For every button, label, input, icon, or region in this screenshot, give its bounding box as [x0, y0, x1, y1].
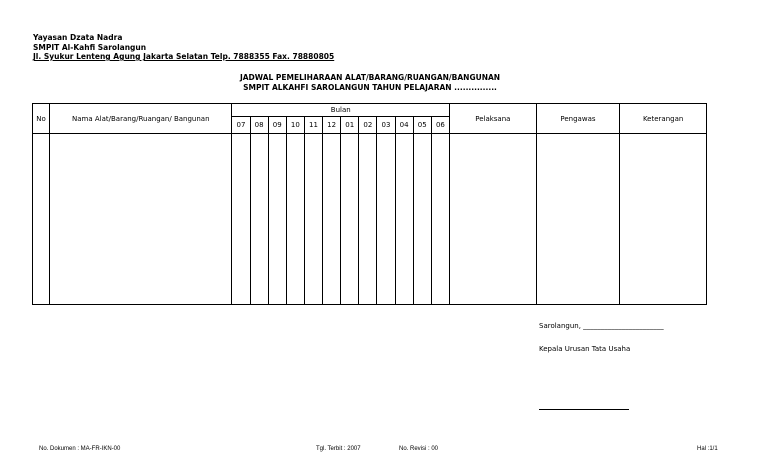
cell-executor	[450, 134, 537, 305]
cell-month-05	[413, 134, 431, 305]
month-01: 01	[341, 117, 359, 134]
month-05: 05	[413, 117, 431, 134]
document-title	[0, 73, 740, 93]
cell-month-07	[232, 134, 250, 305]
cell-month-09	[268, 134, 286, 305]
signature-line	[539, 409, 629, 410]
footer-revision: No. Revisi : 00	[399, 446, 439, 452]
month-02: 02	[359, 117, 377, 134]
signature-place-date: Sarolangun, _______________________	[539, 322, 664, 330]
cell-month-12	[323, 134, 341, 305]
month-04: 04	[395, 117, 413, 134]
foundation-name: Yayasan Dzata Nadra	[33, 33, 123, 42]
month-09: 09	[268, 117, 286, 134]
table-row	[33, 134, 707, 305]
cell-month-10	[286, 134, 304, 305]
header-no: No	[33, 104, 50, 134]
cell-month-01	[341, 134, 359, 305]
month-12: 12	[323, 117, 341, 134]
month-11: 11	[304, 117, 322, 134]
cell-month-08	[250, 134, 268, 305]
cell-month-03	[377, 134, 395, 305]
footer-published-date: Tgl. Terbit : 2007	[316, 446, 361, 452]
school-address: Jl. Syukur Lenteng Agung Jakarta Selatan Telp. 7888355 Fax. 78880805	[33, 52, 335, 61]
header-month: Bulan	[232, 104, 450, 117]
header-executor: Pelaksana	[450, 104, 537, 134]
header-notes: Keterangan	[620, 104, 707, 134]
cell-month-06	[431, 134, 449, 305]
month-07: 07	[232, 117, 250, 134]
footer-doc-number: No. Dokumen : MA-FR-IKN-00	[39, 446, 121, 452]
header-supervisor: Pengawas	[536, 104, 620, 134]
maintenance-schedule-table	[32, 103, 707, 305]
month-03: 03	[377, 117, 395, 134]
cell-month-02	[359, 134, 377, 305]
month-06: 06	[431, 117, 449, 134]
cell-no	[33, 134, 50, 305]
header-item-name: Nama Alat/Barang/Ruangan/ Bangunan	[50, 104, 232, 134]
cell-notes	[620, 134, 707, 305]
month-08: 08	[250, 117, 268, 134]
cell-month-04	[395, 134, 413, 305]
cell-month-11	[304, 134, 322, 305]
document-header	[33, 33, 334, 62]
month-10: 10	[286, 117, 304, 134]
cell-item-name	[50, 134, 232, 305]
school-name: SMPIT Al-Kahfi Sarolangun	[33, 42, 147, 52]
title-line-1: JADWAL PEMELIHARAAN ALAT/BARANG/RUANGAN/BANGUNAN	[239, 73, 501, 82]
title-line-2: SMPIT ALKAHFI SAROLANGUN TAHUN PELAJARAN ...............	[243, 83, 497, 92]
cell-supervisor	[536, 134, 620, 305]
signature-role: Kepala Urusan Tata Usaha	[539, 345, 631, 353]
footer-page-number: Hal :1/1	[697, 446, 718, 452]
